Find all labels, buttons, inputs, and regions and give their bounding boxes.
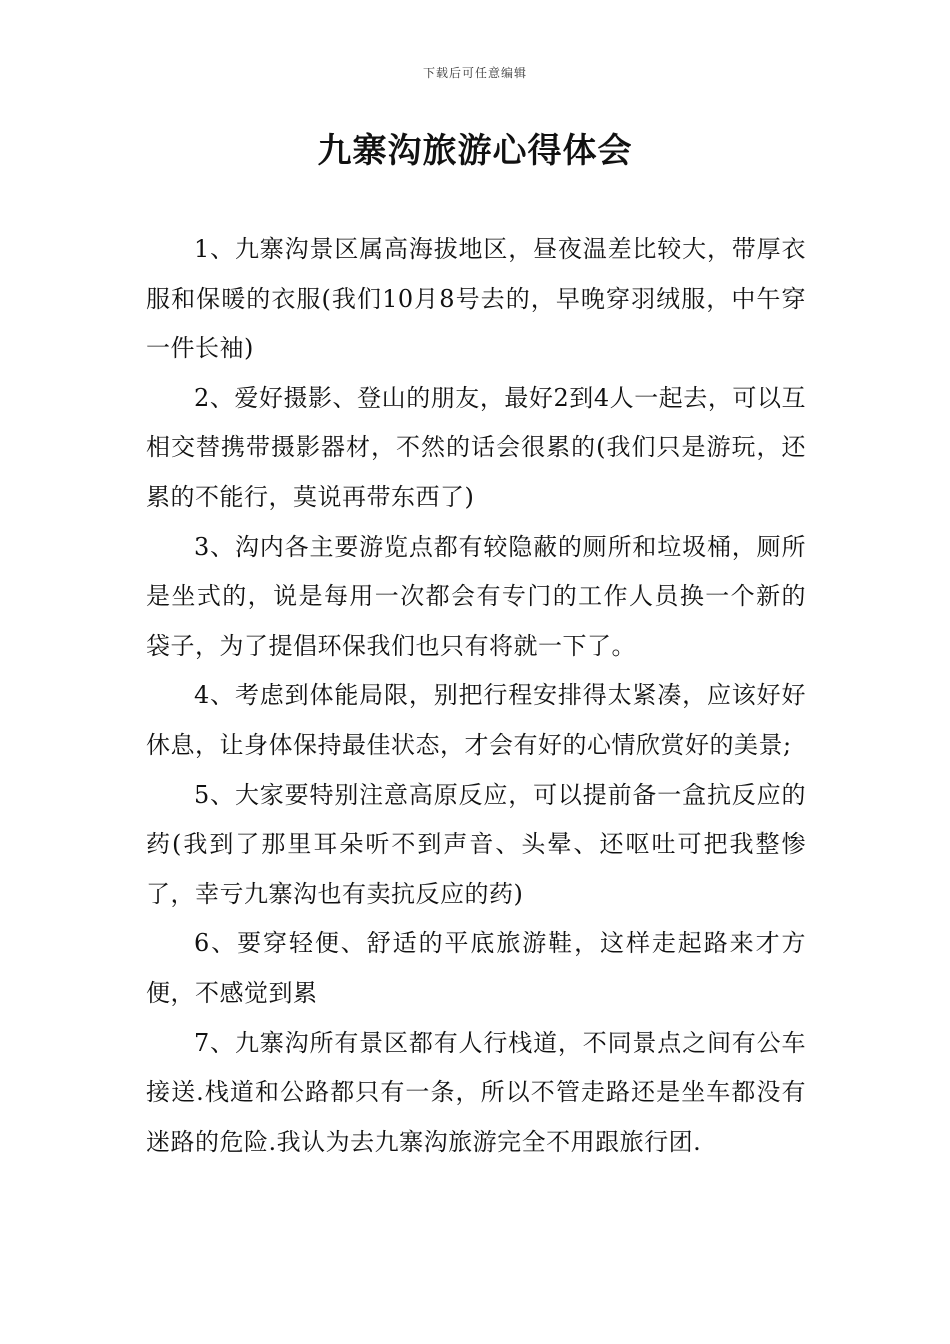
paragraph-4: 4、考虑到体能局限，别把行程安排得太紧凑，应该好好休息，让身体保持最佳状态，才会有好的心情欣赏好的美景; <box>146 681 806 759</box>
document-title: 九寨沟旅游心得体会 <box>317 131 633 171</box>
paragraph-2: 2、爱好摄影、登山的朋友，最好2到4人一起去，可以互相交替携带摄影器材，不然的话会很累的(我们只是游玩，还累的不能行，莫说再带东西了) <box>146 383 806 511</box>
paragraph-6: 6、要穿轻便、舒适的平底旅游鞋，这样走起路来才方便，不感觉到累 <box>146 929 806 1007</box>
document-body <box>146 225 806 1167</box>
header-note: 下载后可任意编辑 <box>422 66 527 80</box>
paragraph-1: 1、九寨沟景区属高海拔地区，昼夜温差比较大，带厚衣服和保暖的衣服(我们10月8号去的，早晚穿羽绒服，中午穿一件长袖) <box>146 235 806 363</box>
paragraph-3: 3、沟内各主要游览点都有较隐蔽的厕所和垃圾桶，厕所是坐式的，说是每用一次都会有专门的工作人员换一个新的袋子，为了提倡环保我们也只有将就一下了。 <box>146 532 806 660</box>
paragraph-7: 7、九寨沟所有景区都有人行栈道，不同景点之间有公车接送.栈道和公路都只有一条，所以不管走路还是坐车都没有迷路的危险.我认为去九寨沟旅游完全不用跟旅行团. <box>146 1028 806 1156</box>
paragraph-5: 5、大家要特别注意高原反应，可以提前备一盒抗反应的药(我到了那里耳朵听不到声音、头晕、还呕吐可把我整惨了，幸亏九寨沟也有卖抗反应的药) <box>146 780 806 908</box>
